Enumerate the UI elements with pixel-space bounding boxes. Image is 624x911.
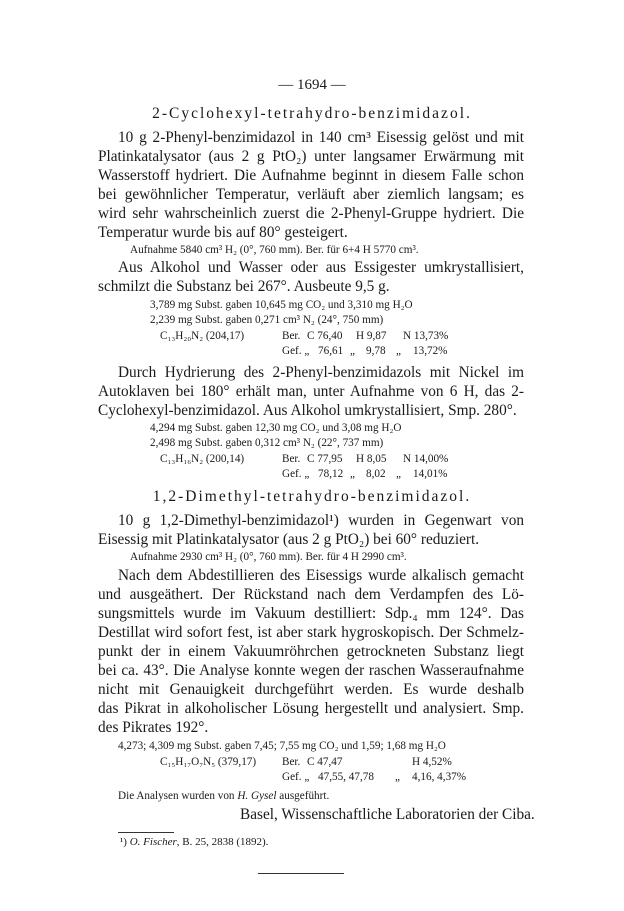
body-line: Aus Alkohol und Wasser oder aus Essigester umkrystallisiert, bbox=[118, 259, 524, 276]
section-heading: 1,2-Dimethyl-tetrahydro-benzimidazol. bbox=[152, 488, 472, 505]
hydrogen-uptake: Aufnahme 2930 cm³ H₂ (0°, 760 mm). Ber. für 4 H 2990 cm³. bbox=[130, 551, 407, 563]
calc-n: N 14,00% bbox=[403, 453, 449, 465]
footnote-marker: ¹) bbox=[120, 836, 127, 848]
body-line: Wasserstoff hydriert. Die Aufnahme beginnt in diesem Falle schon bbox=[98, 167, 524, 184]
body-line: und ausgeäthert. Der Rückstand nach dem Verdampfen des Lö- bbox=[98, 586, 524, 603]
analysis-credit bbox=[118, 790, 329, 802]
found-c: 76,61 bbox=[318, 345, 344, 357]
calc-formula: C₁₅H₁₇O₇N₅ (379,17) bbox=[160, 756, 257, 768]
footnote bbox=[120, 836, 268, 848]
credit-prefix: Die Analysen wurden von bbox=[118, 790, 238, 802]
body-line: wird sehr wahrscheinlich zuerst die 2-Phenyl-Gruppe hydriert. Die bbox=[98, 205, 524, 222]
calc-c: C 76,40 bbox=[307, 330, 343, 342]
analysis-line: 2,239 mg Subst. gaben 0,271 cm³ N₂ (24°, 750 mm) bbox=[150, 314, 384, 326]
body-line: das Pikrat in alkoholischer Lösung hergestellt und analysiert. Smp. bbox=[98, 700, 524, 717]
calc-label: Ber. bbox=[282, 453, 301, 465]
found-n-sep: „ bbox=[396, 345, 401, 357]
analysis-line: 2,498 mg Subst. gaben 0,312 cm³ N₂ (22°, 737 mm) bbox=[150, 437, 384, 449]
body-line: Autoklaven bei 180° erhält man, unter Aufnahme von 6 H, das 2- bbox=[98, 383, 524, 400]
affiliation: Basel, Wissenschaftliche Laboratorien der Ciba. bbox=[240, 806, 535, 823]
body-line: bei ca. 43°. Die Analyse konnte wegen der raschen Wasseraufnahme bbox=[98, 662, 524, 679]
calc-n: N 13,73% bbox=[403, 330, 449, 342]
body-line: punkt der in einem Vakuumröhrchen getrockneten Substanz liegt bbox=[98, 643, 524, 660]
calc-c: C 77,95 bbox=[307, 453, 343, 465]
body-line: Durch Hydrierung des 2-Phenyl-benzimidazols mit Nickel im bbox=[118, 364, 524, 381]
body-line: Cyclohexyl-benzimidazol. Aus Alkohol umkrystallisiert, Smp. 280°. bbox=[98, 402, 517, 419]
found-label: Gef. „ bbox=[282, 771, 310, 783]
found-label: Gef. „ bbox=[282, 345, 310, 357]
body-line: sungsmittels wurde im Vakuum destilliert: Sdp.₄ mm 124°. Das bbox=[98, 605, 524, 622]
body-line: 10 g 2-Phenyl-benzimidazol in 140 cm³ Eisessig gelöst und mit bbox=[118, 129, 524, 146]
body-line: Destillat wird sofort fest, ist aber stark hygroskopisch. Der Schmelz- bbox=[98, 624, 524, 641]
found-h-sep: „ bbox=[350, 345, 355, 357]
calc-label: Ber. bbox=[282, 330, 301, 342]
analysis-line: 3,789 mg Subst. gaben 10,645 mg CO₂ und 3,310 mg H₂O bbox=[150, 299, 413, 311]
found-c: 47,55, 47,78 bbox=[318, 771, 374, 783]
body-line: 10 g 1,2-Dimethyl-benzimidazol¹) wurden in Gegenwart von bbox=[118, 512, 524, 529]
hydrogen-uptake: Aufnahme 5840 cm³ H₂ (0°, 760 mm). Ber. für 6+4 H 5770 cm³. bbox=[130, 244, 419, 256]
found-h-sep: „ bbox=[395, 771, 400, 783]
found-h-sep: „ bbox=[350, 468, 355, 480]
found-n: 13,72% bbox=[413, 345, 448, 357]
end-rule bbox=[258, 873, 344, 874]
calc-c: C 47,47 bbox=[307, 756, 343, 768]
body-line: des Pikrates 192°. bbox=[98, 719, 209, 736]
credit-name: H. Gysel bbox=[237, 790, 277, 802]
page-number: — 1694 — bbox=[278, 77, 346, 93]
body-line: Temperatur wurde bis auf 80° gesteigert. bbox=[98, 224, 348, 241]
body-line: Eisessig mit Platinkatalysator (aus 2 g PtO₂) bei 60° reduziert. bbox=[98, 531, 480, 548]
found-h: 4,16, 4,37% bbox=[412, 771, 467, 783]
body-line: Platinkatalysator (aus 2 g PtO₂) unter langsamer Erwärmung mit bbox=[98, 148, 524, 165]
calc-formula: C₁₃H₂₀N₂ (204,17) bbox=[160, 330, 245, 342]
calc-h: H 4,52% bbox=[412, 756, 452, 768]
calc-h: H 8,05 bbox=[356, 453, 387, 465]
found-n: 14,01% bbox=[413, 468, 448, 480]
found-h: 8,02 bbox=[366, 468, 386, 480]
analysis-line: 4,294 mg Subst. gaben 12,30 mg CO₂ und 3,08 mg H₂O bbox=[150, 422, 402, 434]
calc-label: Ber. bbox=[282, 756, 301, 768]
body-line: nicht mit Genauigkeit durchgeführt werden. Es wurde deshalb bbox=[98, 681, 524, 698]
credit-suffix: ausgeführt. bbox=[276, 790, 330, 802]
calc-h: H 9,87 bbox=[356, 330, 387, 342]
body-line: Nach dem Abdestillieren des Eisessigs wurde alkalisch gemacht bbox=[118, 567, 524, 584]
footnote-author: O. Fischer bbox=[129, 836, 177, 848]
found-label: Gef. „ bbox=[282, 468, 310, 480]
found-h: 9,78 bbox=[366, 345, 386, 357]
calc-formula: C₁₃H₁₆N₂ (200,14) bbox=[160, 453, 245, 465]
body-line: bei gewöhnlicher Temperatur, verläuft aber ziemlich langsam; es bbox=[98, 186, 524, 203]
found-c: 78,12 bbox=[318, 468, 344, 480]
section-heading: 2-Cyclohexyl-tetrahydro-benzimidazol. bbox=[152, 105, 472, 122]
found-n-sep: „ bbox=[396, 468, 401, 480]
body-line: schmilzt die Substanz bei 267°. Ausbeute 9,5 g. bbox=[98, 278, 390, 295]
footnote-rule bbox=[118, 832, 174, 833]
analysis-line: 4,273; 4,309 mg Subst. gaben 7,45; 7,55 mg CO₂ und 1,59; 1,68 mg H₂O bbox=[118, 740, 446, 752]
footnote-ref: , B. 25, 2838 (1892). bbox=[176, 836, 269, 848]
